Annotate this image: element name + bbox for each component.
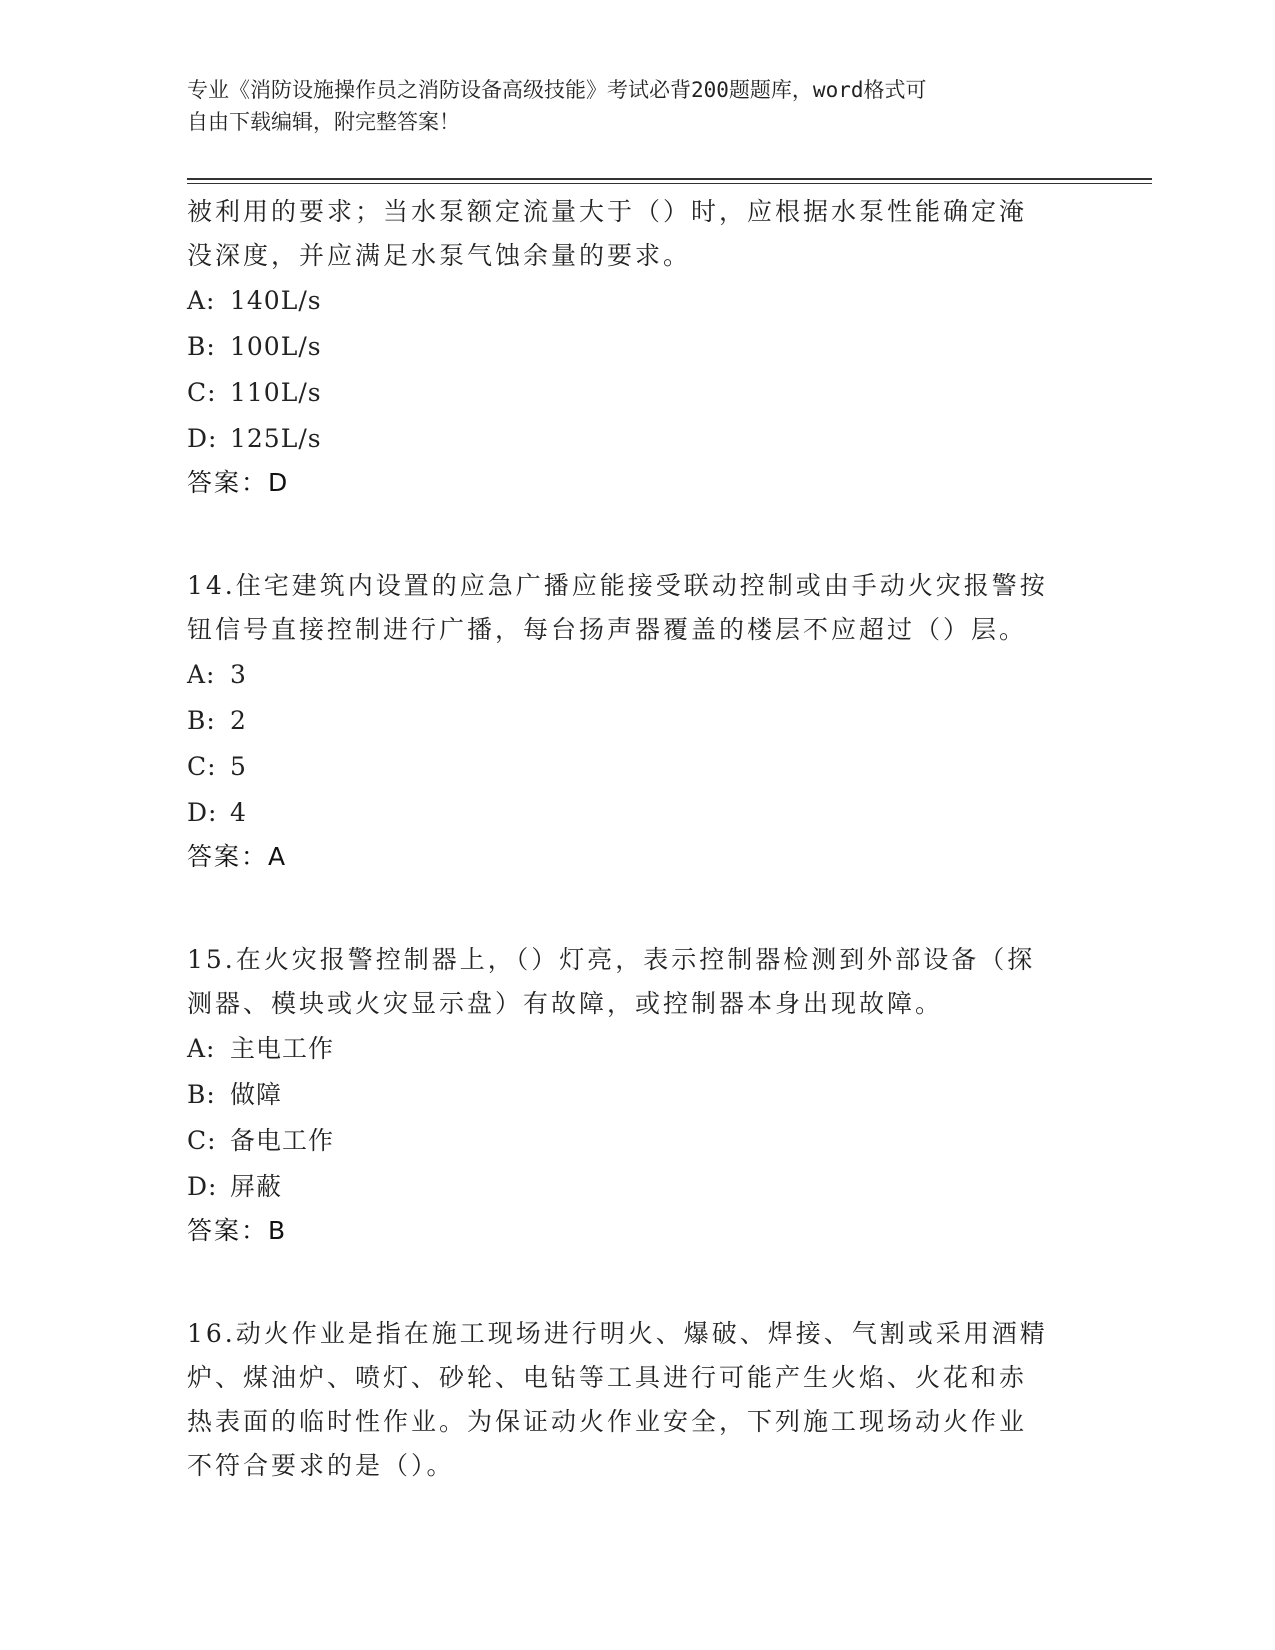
answer-line: [187, 836, 1087, 878]
option-b: [187, 324, 1087, 370]
option-label: D:: [187, 798, 218, 827]
question-13-continued: [187, 190, 1087, 504]
option-text: 5: [230, 752, 247, 781]
option-label: D:: [187, 1172, 218, 1201]
question-text-line: 没深度，并应满足水泵气蚀余量的要求。: [187, 241, 692, 270]
option-d: [187, 416, 1087, 462]
option-label: D:: [187, 424, 218, 453]
answer-line: [187, 462, 1087, 504]
question-text-line: 热表面的临时性作业。为保证动火作业安全，下列施工现场动火作业: [187, 1407, 1028, 1436]
option-label: C:: [187, 1126, 217, 1155]
option-text: 4: [230, 798, 247, 827]
question-15: [187, 938, 1087, 1252]
option-d: [187, 790, 1087, 836]
option-label: A:: [187, 286, 216, 315]
option-text: 100L/s: [230, 332, 322, 361]
answer-value: D: [268, 468, 288, 497]
option-a: [187, 1026, 1087, 1072]
header-divider-thick: [187, 178, 1152, 180]
option-text: 3: [230, 660, 247, 689]
option-text: 做障: [230, 1080, 283, 1109]
option-a: [187, 652, 1087, 698]
option-label: A:: [187, 660, 216, 689]
answer-value: A: [268, 842, 286, 871]
question-text-line: 16.动火作业是指在施工现场进行明火、爆破、焊接、气割或采用酒精: [187, 1319, 1048, 1348]
header-line-2: 自由下载编辑，附完整答案！: [187, 110, 460, 134]
header-line-1: 专业《消防设施操作员之消防设备高级技能》考试必背200题题库，word格式可: [187, 78, 927, 102]
question-text-line: 测器、模块或火灾显示盘）有故障，或控制器本身出现故障。: [187, 989, 944, 1018]
question-text-line: 14.住宅建筑内设置的应急广播应能接受联动控制或由手动火灾报警按: [187, 571, 1048, 600]
option-c: [187, 744, 1087, 790]
header-divider-thin: [187, 183, 1152, 184]
document-body: [187, 190, 1087, 1488]
option-label: C:: [187, 752, 217, 781]
option-b: [187, 698, 1087, 744]
answer-value: B: [268, 1216, 286, 1245]
question-text-line: 炉、煤油炉、喷灯、砂轮、电钻等工具进行可能产生火焰、火花和赤: [187, 1363, 1028, 1392]
question-text-line: 被利用的要求；当水泵额定流量大于（）时，应根据水泵性能确定淹: [187, 197, 1028, 226]
option-text: 140L/s: [230, 286, 322, 315]
option-label: B:: [187, 332, 216, 361]
answer-line: [187, 1210, 1087, 1252]
answer-label: 答案：: [187, 1216, 269, 1245]
question-16: [187, 1312, 1087, 1488]
question-14: [187, 564, 1087, 878]
question-text-line: 不符合要求的是（）。: [187, 1451, 455, 1480]
option-d: [187, 1164, 1087, 1210]
option-text: 主电工作: [230, 1034, 335, 1063]
option-label: A:: [187, 1034, 216, 1063]
option-b: [187, 1072, 1087, 1118]
option-text: 屏蔽: [230, 1172, 283, 1201]
option-a: [187, 278, 1087, 324]
option-label: C:: [187, 378, 217, 407]
option-c: [187, 1118, 1087, 1164]
question-text-line: 钮信号直接控制进行广播，每台扬声器覆盖的楼层不应超过（）层。: [187, 615, 1028, 644]
option-text: 110L/s: [230, 378, 322, 407]
option-label: B:: [187, 706, 216, 735]
answer-label: 答案：: [187, 842, 269, 871]
document-header: [187, 74, 1067, 138]
option-text: 2: [230, 706, 247, 735]
option-label: B:: [187, 1080, 216, 1109]
option-text: 备电工作: [230, 1126, 335, 1155]
option-text: 125L/s: [230, 424, 322, 453]
question-text-line: 15.在火灾报警控制器上，（）灯亮，表示控制器检测到外部设备（探: [187, 945, 1036, 974]
answer-label: 答案：: [187, 468, 269, 497]
option-c: [187, 370, 1087, 416]
